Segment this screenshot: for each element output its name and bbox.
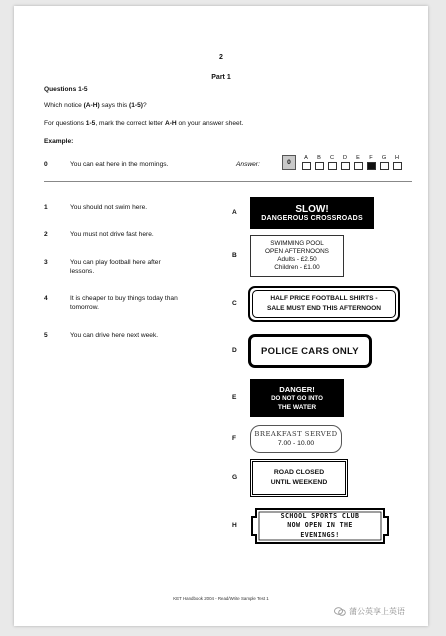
notice-h: SCHOOL SPORTS CLUB NOW OPEN IN THE EVENINGS! (250, 506, 390, 546)
notice-b: SWIMMING POOL OPEN AFTERNOONS Adults - £2.50 Children - £1.00 (250, 235, 344, 277)
question-number: 4 (44, 295, 48, 302)
part-title: Part 1 (211, 74, 231, 81)
answer-grid-box (393, 162, 402, 170)
notice-e: DANGER! DO NOT GO INTO THE WATER (250, 379, 344, 417)
notice-letter: B (232, 252, 237, 259)
notice-letter: G (232, 474, 238, 481)
example-label: Example: (44, 138, 74, 145)
question-text: You can drive here next week. (70, 332, 159, 339)
answer-grid-letter: G (381, 155, 387, 161)
answer-grid-box (380, 162, 389, 170)
answer-grid-box (341, 162, 350, 170)
notice-d: POLICE CARS ONLY (248, 334, 372, 368)
notice-letter: A (232, 209, 237, 216)
answer-grid-letter: B (317, 155, 321, 161)
answer-grid-letter: D (342, 155, 348, 161)
answer-grid-box (315, 162, 324, 170)
question-number: 2 (44, 231, 48, 238)
instruction-line-2: For questions 1-5, mark the correct letter A-H on your answer sheet. (44, 120, 244, 127)
question-number: 1 (44, 204, 48, 211)
answer-grid-letter: F (369, 155, 373, 161)
chat-bubble-icon (334, 607, 346, 616)
answer-grid-box-selected (367, 162, 376, 170)
watermark: 蒲公英享上英语 (334, 606, 405, 617)
notice-letter: F (232, 435, 237, 442)
answer-grid-box (328, 162, 337, 170)
question-number: 5 (44, 332, 48, 339)
divider (44, 181, 412, 182)
answer-grid-letter: C (329, 155, 335, 161)
notice-g: ROAD CLOSED UNTIL WEEKEND (250, 459, 348, 497)
footer: KET Handbook 2004 - Read/Write Sample Test 1 (173, 596, 269, 601)
question-text: You should not swim here. (70, 204, 148, 211)
answer-label: Answer: (236, 161, 260, 168)
notice-f: BREAKFAST SERVED 7.00 - 10.00 (250, 425, 342, 453)
exam-page (14, 6, 428, 626)
page-number: 2 (219, 54, 223, 61)
answer-grid-box (354, 162, 363, 170)
question-text: It is cheaper to buy things today than tomorrow. (70, 295, 178, 311)
notice-letter: C (232, 300, 237, 307)
question-text: You can play football here after lessons. (70, 259, 161, 275)
answer-grid-box (302, 162, 311, 170)
question-text: You must not drive fast here. (70, 231, 154, 238)
example-number: 0 (44, 161, 48, 168)
notice-letter: H (232, 522, 237, 529)
example-answer-box: 0 (282, 155, 296, 170)
answer-grid-letter: A (304, 155, 308, 161)
notice-letter: E (232, 394, 237, 401)
notice-letter: D (232, 347, 237, 354)
answer-grid-letter: H (394, 155, 400, 161)
questions-heading: Questions 1-5 (44, 86, 88, 93)
answer-grid-letter: E (356, 155, 360, 161)
answer-grid (298, 155, 410, 169)
notice-c: HALF PRICE FOOTBALL SHIRTS - SALE MUST END THIS AFTERNOON (248, 286, 400, 322)
notice-a: SLOW! DANGEROUS CROSSROADS (250, 197, 374, 229)
example-text: You can eat here in the mornings. (70, 161, 169, 168)
instruction-line-1: Which notice (A-H) says this (1-5)? (44, 102, 147, 109)
question-number: 3 (44, 259, 48, 266)
